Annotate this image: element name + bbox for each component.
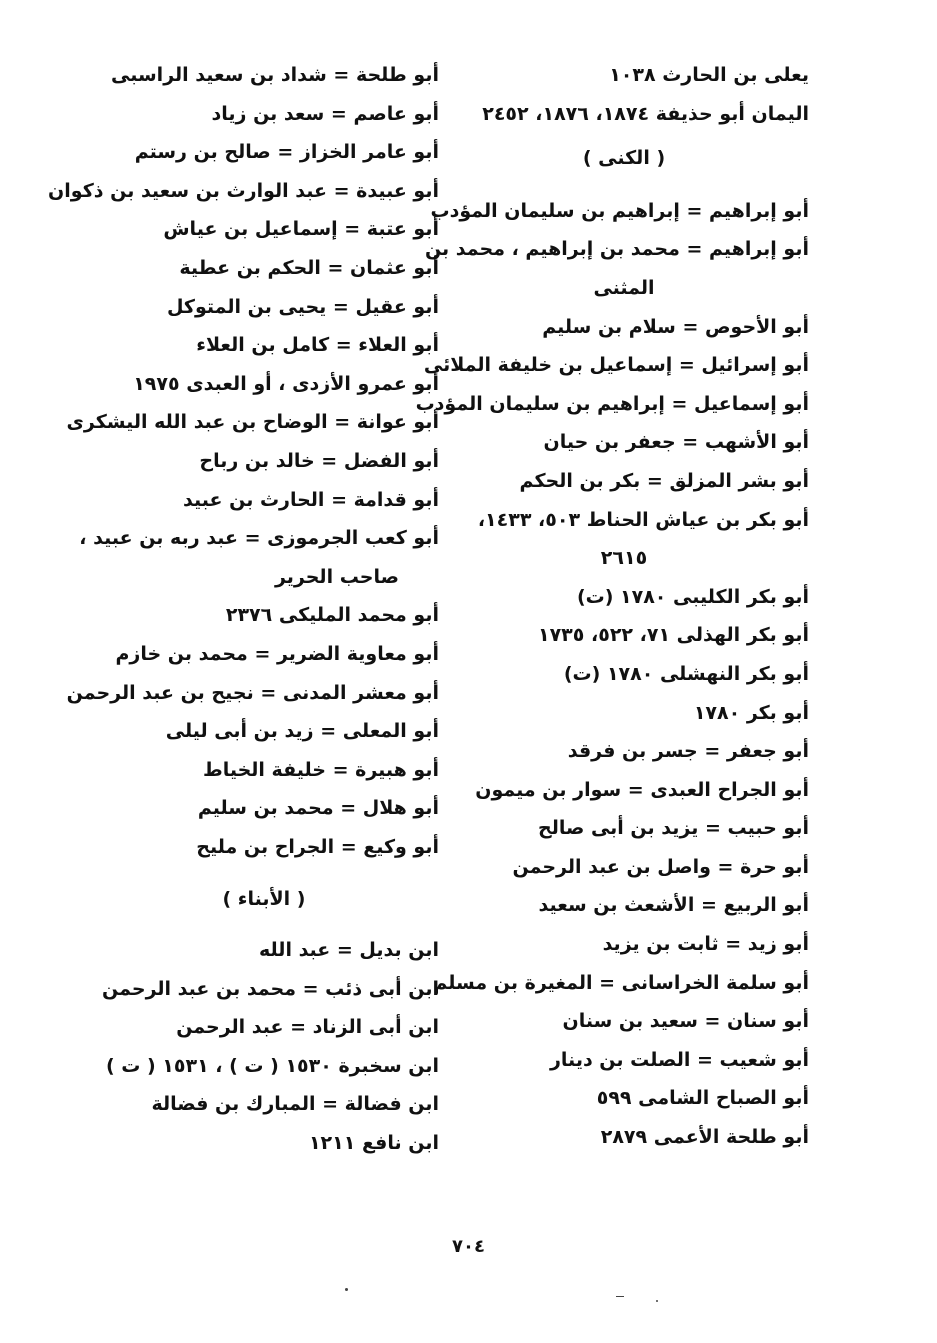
index-entry: يعلى بن الحارث ١٠٣٨	[609, 64, 809, 86]
index-entry: أبو إسرائيل = إسماعيل بن خليفة الملائى	[423, 354, 809, 377]
page-number: ٧٠٤	[452, 1236, 485, 1257]
index-entry: أبو حرة = واصل بن عبد الرحمن	[512, 855, 809, 878]
index-entry: أبو معاوية الضرير = محمد بن خازم	[115, 642, 439, 665]
index-entry: ابن بديل = عبد الله	[259, 939, 439, 962]
index-entry: أبو عبيدة = عبد الوارث بن سعيد بن ذكوان	[48, 179, 439, 202]
index-entry: ابن أبى الزناد = عبد الرحمن	[176, 1016, 439, 1039]
index-entry: أبو بكر ١٧٨٠	[693, 701, 809, 724]
index-entry: أبو معشر المدنى = نجيح بن عبد الرحمن	[66, 681, 439, 704]
index-entry: أبو عتبة = إسماعيل بن عياش	[163, 218, 439, 241]
index-entry: أبو الجراح العبدى = سوار بن ميمون	[475, 778, 809, 801]
left-column	[48, 56, 439, 1196]
index-entry: أبو عقيل = يحيى بن المتوكل	[166, 295, 439, 318]
index-entry: أبو إسماعيل = إبراهيم بن سليمان المؤدب	[415, 392, 809, 415]
page-body	[48, 56, 809, 1196]
index-entry: أبو عثمان = الحكم بن عطية	[179, 256, 439, 279]
index-entry: أبو طلحة = شداد بن سعيد الراسبى	[111, 64, 439, 86]
index-entry: أبو وكيع = الجراح بن مليح	[196, 835, 439, 858]
index-entry: أبو سلمة الخراسانى = المغيرة بن مسلم	[433, 971, 809, 994]
index-entry: أبو عامر الخزاز = صالح بن رستم	[134, 141, 439, 164]
kunya-heading: ( الكنى )	[582, 147, 666, 170]
index-entry: أبو بشر المزلق = بكر بن الحكم	[519, 469, 809, 492]
index-entry: ابن سخبرة ١٥٣٠ ( ت ) ، ١٥٣١ ( ت )	[105, 1054, 439, 1077]
index-entry-continuation: ٢٦١٥	[600, 547, 648, 570]
index-entry: أبو الربيع = الأشعث بن سعيد	[538, 894, 809, 917]
index-entry: أبو الأشهب = جعفر بن حيان	[543, 431, 809, 454]
index-entry: أبو حبيب = يزيد بن أبى صالح	[538, 817, 809, 840]
index-entry: أبو هبيرة = خليفة الخياط	[202, 758, 439, 781]
index-entry: أبو الفضل = خالد بن رباح	[199, 449, 439, 472]
index-entry: أبو هلال = محمد بن سليم	[197, 797, 439, 820]
index-entry: أبو عوانة = الوضاح بن عبد الله اليشكرى	[66, 411, 439, 434]
index-entry: ابن أبى ذئب = محمد بن عبد الرحمن	[102, 977, 439, 1000]
index-entry: أبو بكر بن عياش الحناط ٥٠٣، ١٤٣٣،	[477, 508, 809, 531]
index-entry: أبو إبراهيم = محمد بن إبراهيم ، محمد بن	[424, 238, 809, 261]
scan-speck	[656, 1300, 658, 1302]
index-entry: أبو كعب الجرموزى = عبد ربه بن عبيد ،	[79, 527, 439, 550]
scan-speck	[345, 1288, 348, 1291]
index-entry: أبو محمد المليكى ٢٣٧٦	[225, 604, 439, 627]
sons-heading: ( الأبناء )	[222, 888, 306, 911]
right-column	[415, 56, 809, 1196]
index-entry: أبو المعلى = زيد بن أبى ليلى	[165, 720, 439, 743]
index-entry: ابن نافع ١٢١١	[308, 1132, 439, 1155]
index-entry: أبو بكر النهشلى ١٧٨٠ (ت)	[563, 662, 809, 685]
index-entry: أبو بكر الكليبى ١٧٨٠ (ت)	[576, 585, 809, 608]
index-entry: أبو عمرو الأزدى ، أو العبدى ١٩٧٥	[133, 372, 439, 395]
index-entry: أبو طلحة الأعمى ٢٨٧٩	[600, 1126, 809, 1149]
index-entry: أبو شعيب = الصلت بن دينار	[549, 1048, 809, 1071]
index-entry: أبو عاصم = سعد بن زياد	[211, 102, 439, 125]
index-entry: أبو بكر الهذلى ٧١، ٥٢٢، ١٧٣٥	[537, 624, 809, 647]
index-entry: أبو الصباح الشامى ٥٩٩	[596, 1087, 809, 1110]
index-entry: أبو الأحوص = سلام بن سليم	[542, 315, 809, 338]
index-entry: أبو قدامة = الحارث بن عبيد	[183, 488, 439, 511]
index-entry: أبو زيد = ثابت بن يزيد	[602, 933, 809, 956]
index-entry: أبو العلاء = كامل بن العلاء	[196, 334, 439, 357]
index-entry: ابن فضالة = المبارك بن فضالة	[151, 1093, 439, 1116]
index-entry-continuation: صاحب الحرير	[274, 565, 399, 588]
index-entry: أبو إبراهيم = إبراهيم بن سليمان المؤدب	[430, 199, 809, 222]
index-entry: أبو جعفر = جسر بن فرقد	[567, 740, 809, 763]
index-entry: أبو سنان = سعيد بن سنان	[562, 1010, 809, 1033]
scan-speck	[616, 1296, 624, 1297]
index-entry-continuation: المثنى	[593, 276, 655, 299]
index-entry: اليمان أبو حذيفة ١٨٧٤، ١٨٧٦، ٢٤٥٢	[482, 102, 809, 125]
